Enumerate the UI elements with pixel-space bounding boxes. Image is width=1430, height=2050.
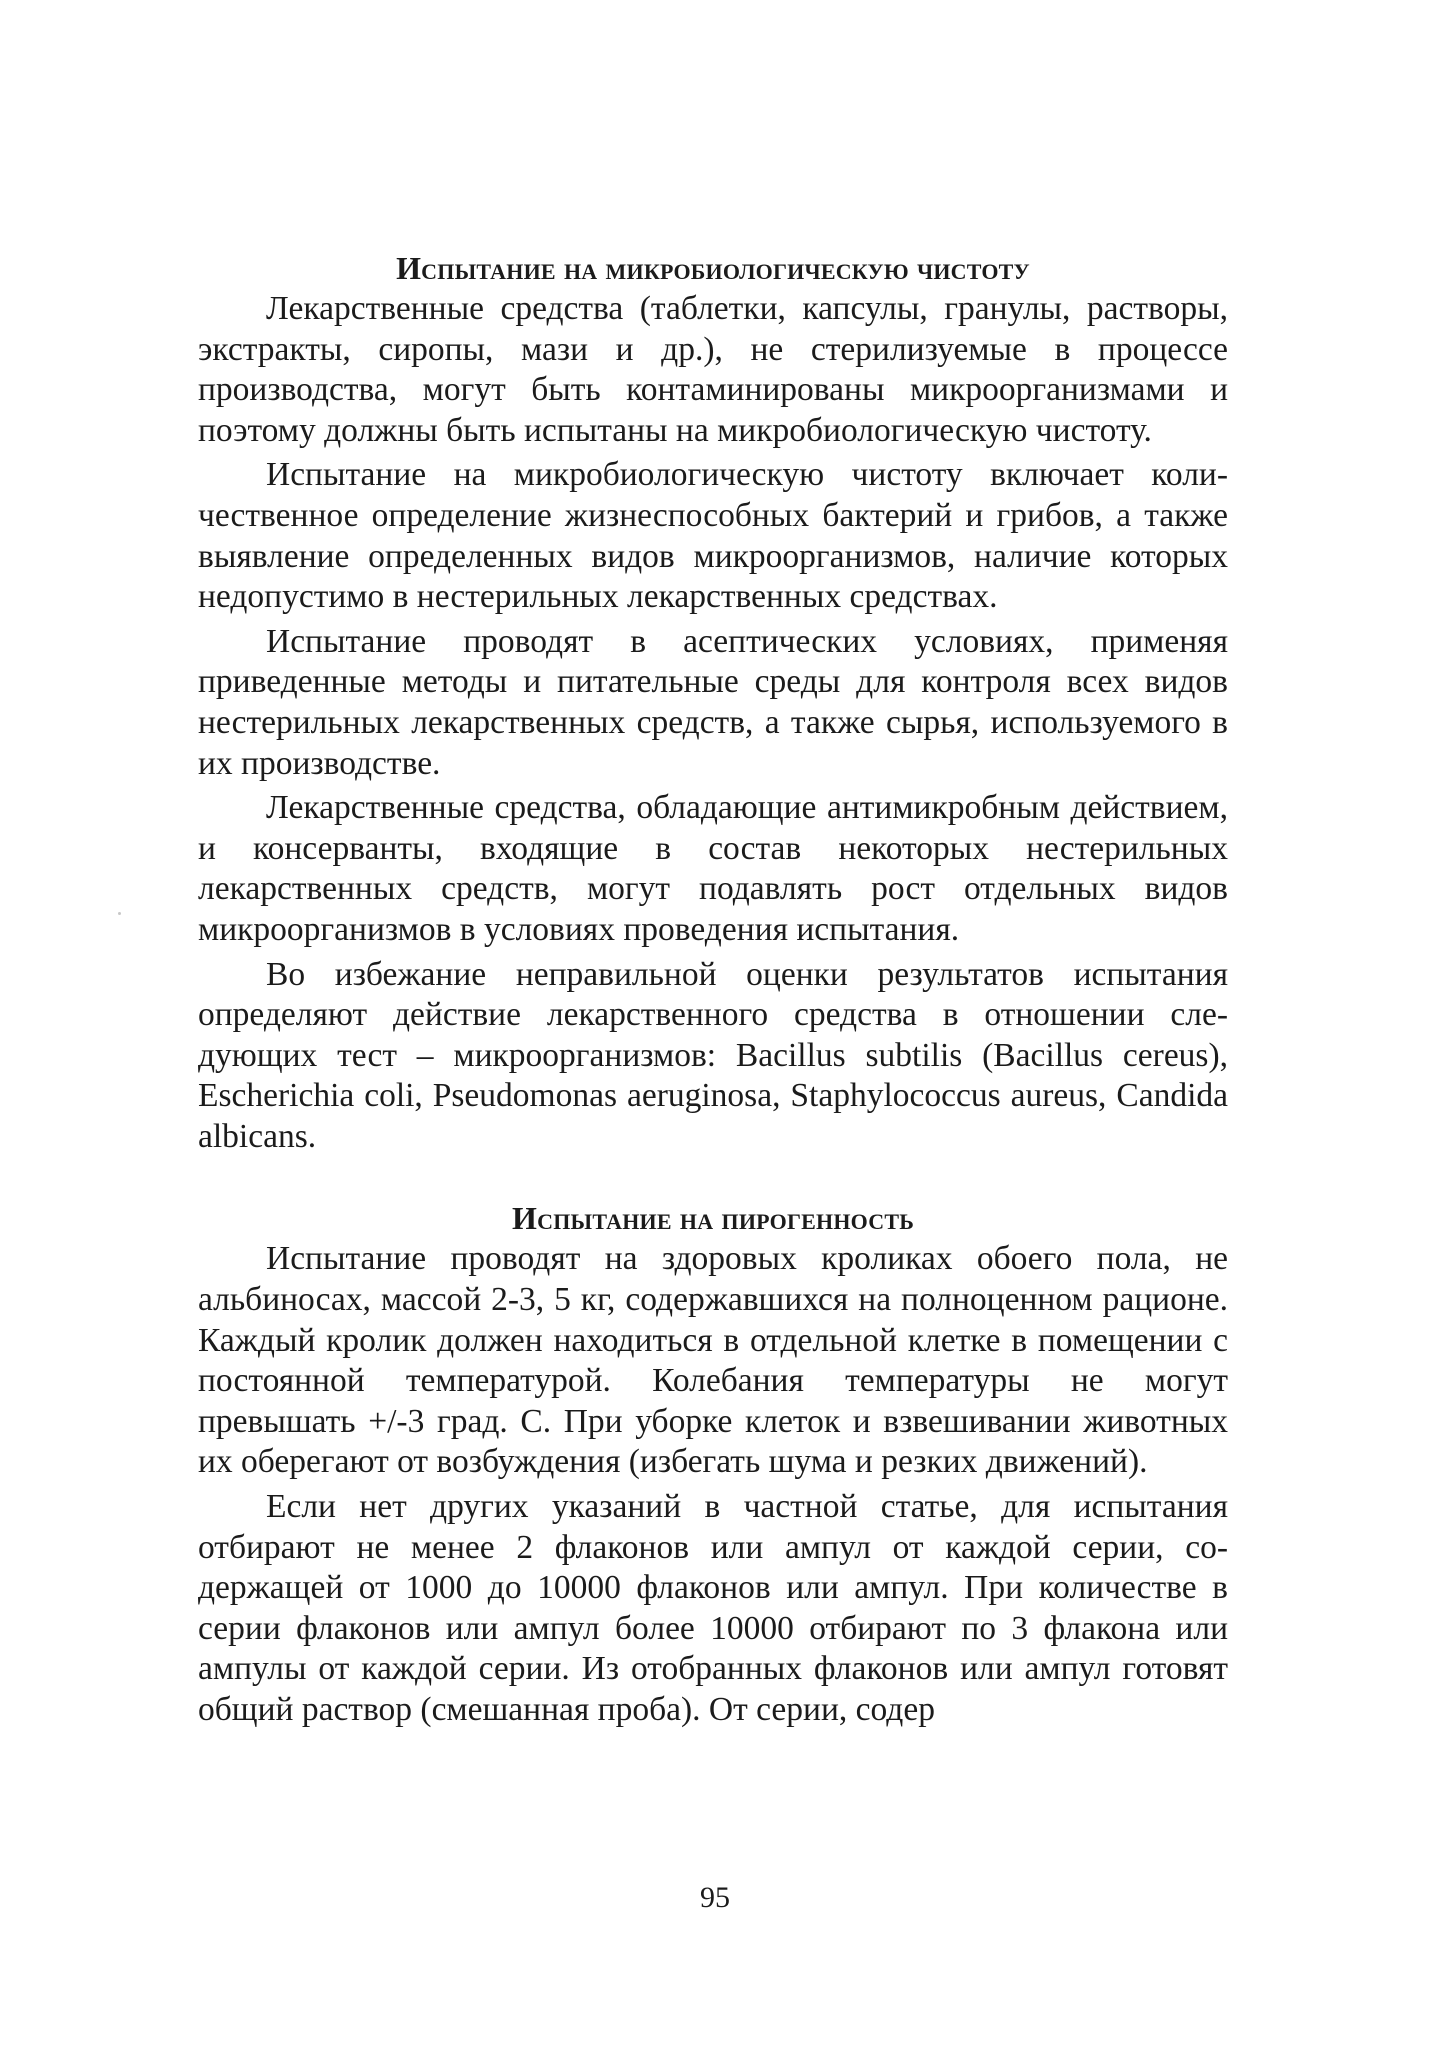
paragraph: Испытание на микробиологическую чистоту включает количественное определение жизнеспособных бактерий и грибов, а также выявление определенных видов микроорганизмов, наличие которых недопустимо в нестерильных лекарственных средствах. [198, 456, 1228, 616]
paragraph: Испытание проводят на здоровых кроликах обоего пола, не альбиносах, массой 2-3, 5 кг, содержавшихся на полноценном рационе. Каждый кролик должен находиться в отдельной клетке в помещении с постоянной температурой. Колебания температуры не могут превышать +/-3 град. С. При уборке клеток и взвешивании животных их оберегают от возбуждения (избегать шума и резких движений). [198, 1240, 1228, 1481]
paragraph: Если нет других указаний в частной статье, для испытания отбирают не менее 2 флаконов или ампул от каждой серии, содержащей от 1000 до 10000 флаконов или ампул. При количестве в серии флаконов или ампул более 10000 отбирают по 3 флакона или ампулы от каждой серии. Из отобранных флаконов или ампул готовят общий раствор (смешанная проба). От серии, содер [198, 1488, 1228, 1728]
paragraph: Во избежание неправильной оценки результатов испытания определяют действие лекарственного средства в отношении следующих тест – микроорганизмов: Bacillus subtilis (Bacillus cereus), Escherichia coli, Pseudomonas aeruginosa, Staphylococcus aureus, Candida albicans. [198, 955, 1228, 1155]
page-text-block [198, 247, 1228, 1735]
paragraph: Лекарственные средства (таблетки, капсулы, гранулы, растворы, экстракты, сиропы, мази и др.), не стерилизуемые в процессе производства, могут быть контаминированы микроорганизмами и поэтому должны быть испытаны на микробиологическую чистоту. [198, 290, 1228, 449]
section-heading-microbiological-purity: Испытание на микробиологическую чистоту [396, 250, 1030, 286]
paragraph: Лекарственные средства, обладающие антимикробным действием, и консерванты, входящие в состав некоторых нестерильных лекарственных средств, могут подавлять рост отдельных видов микроорганизмов в условиях проведения испытания. [198, 789, 1228, 948]
page-number: 95 [700, 1881, 730, 1914]
paragraph: Испытание проводят в асептических условиях, применяя приведенные методы и питательные среды для контроля всех видов нестерильных лекарственных средств, а также сырья, используемого в их производстве. [198, 622, 1228, 782]
scan-speck [118, 912, 121, 915]
section-heading-pyrogenicity: Испытание на пирогенность [512, 1200, 914, 1237]
